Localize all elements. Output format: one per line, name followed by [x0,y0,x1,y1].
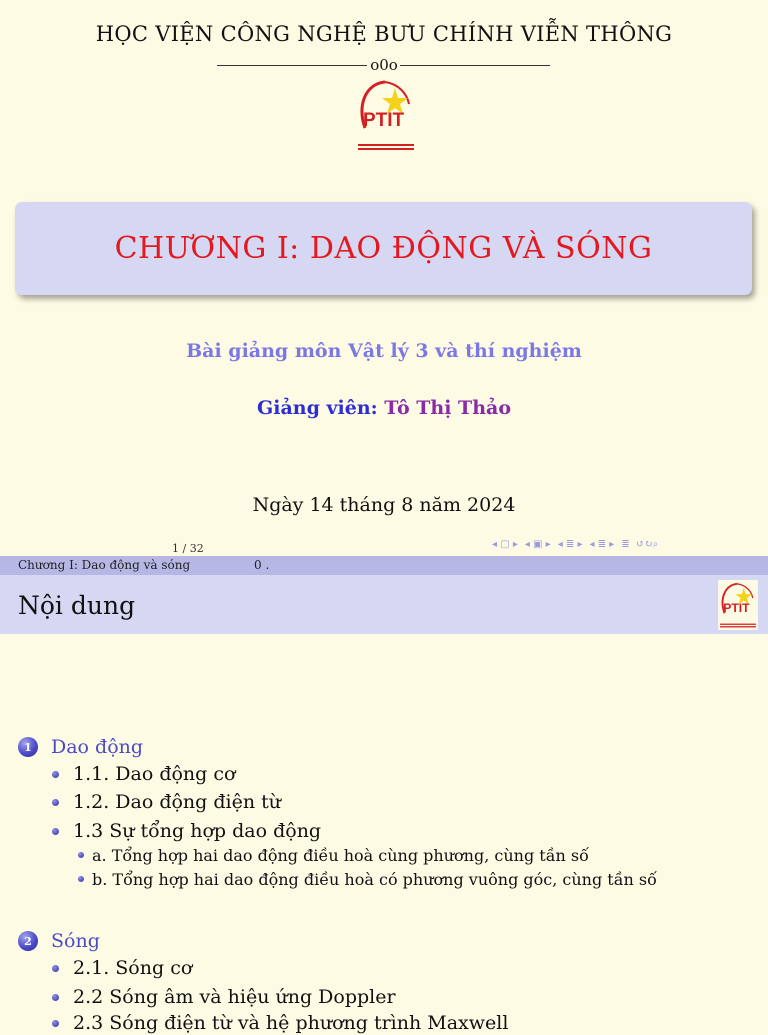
toc-subsubsection[interactable] [78,844,589,866]
presentation-date: Ngày 14 tháng 8 năm 2024 [252,494,516,516]
ornament-rule-right [400,65,550,66]
toc-subsection[interactable] [52,819,321,843]
toc-section-2[interactable] [18,928,100,954]
toc-subsection[interactable] [52,790,281,814]
bullet-icon [78,876,84,882]
bullet-icon [52,965,59,972]
bullet-icon [52,1020,59,1027]
toc-subsection[interactable] [52,985,396,1009]
institute-name: HỌC VIỆN CÔNG NGHỆ BƯU CHÍNH VIỄN THÔNG [95,22,673,46]
nav-appendix-icon[interactable]: ◂ ≣ ▸ [589,538,615,550]
bullet-icon [52,994,59,1001]
bullet-icon [52,828,59,835]
toc-subsubsection-label: b. Tổng hợp hai dao động điều hoà có phương vuông góc, cùng tần số [92,869,657,889]
toc-subsubsection[interactable] [78,868,657,890]
toc-section-1[interactable] [18,734,143,760]
toc-subsection[interactable] [52,762,235,786]
nav-frame-icon[interactable]: ◂ ▢ ▸ [492,538,518,550]
ornament-text: o0o [370,56,398,74]
bullet-icon [78,852,84,858]
bullet-icon [52,771,59,778]
beamer-navigation [492,536,762,552]
page-number: 1 / 32 [172,542,204,555]
frame-title-bar [0,575,768,634]
nav-section-icon[interactable]: ◂ ≣ ▸ [557,538,583,550]
ptit-logo-icon [355,76,417,154]
toc-subsection-label: 1.3 Sự tổng hợp dao động [73,820,322,842]
title-box [15,202,752,295]
lecturer-label: Giảng viên: [257,397,378,419]
toc-subsection[interactable] [52,1011,508,1035]
section-number-ball: 1 [18,737,38,757]
headline-chapter: Chương I: Dao động và sóng [18,558,191,572]
frame-title: Nội dung [18,591,136,620]
toc-subsection-label: 1.1. Dao động cơ [73,763,236,785]
nav-subsection-icon[interactable]: ◂ ▣ ▸ [524,538,551,550]
ptit-logo-small-icon [718,580,758,630]
presentation-subtitle: Bài giảng môn Vật lý 3 và thí nghiệm [186,340,582,362]
lecturer [0,397,768,419]
toc-subsection-label: 2.2 Sóng âm và hiệu ứng Doppler [73,986,396,1008]
presentation-title: CHƯƠNG I: DAO ĐỘNG VÀ SÓNG [114,231,653,266]
headline-section: 0 . [254,558,270,572]
toc-subsection-label: 2.3 Sóng điện từ và hệ phương trình Maxwell [73,1012,509,1034]
toc-section-title: Dao động [51,736,144,758]
headline-bar [0,556,768,575]
toc-subsection-label: 1.2. Dao động điện từ [73,791,282,813]
toc-section-title: Sóng [51,930,100,952]
lecturer-name: Tô Thị Thảo [384,397,511,419]
logo-small-text: PTIT [723,601,750,616]
bullet-icon [52,799,59,806]
toc-subsection-label: 2.1. Sóng cơ [73,957,193,979]
section-number-ball: 2 [18,931,38,951]
logo-text: PTIT [363,110,405,131]
nav-search-icon[interactable]: ≣ ↺↻⌕ [621,538,659,550]
ornament-rule-left [217,65,367,66]
toc-subsubsection-label: a. Tổng hợp hai dao động điều hoà cùng phương, cùng tần số [92,845,589,865]
toc-subsection[interactable] [52,956,192,980]
